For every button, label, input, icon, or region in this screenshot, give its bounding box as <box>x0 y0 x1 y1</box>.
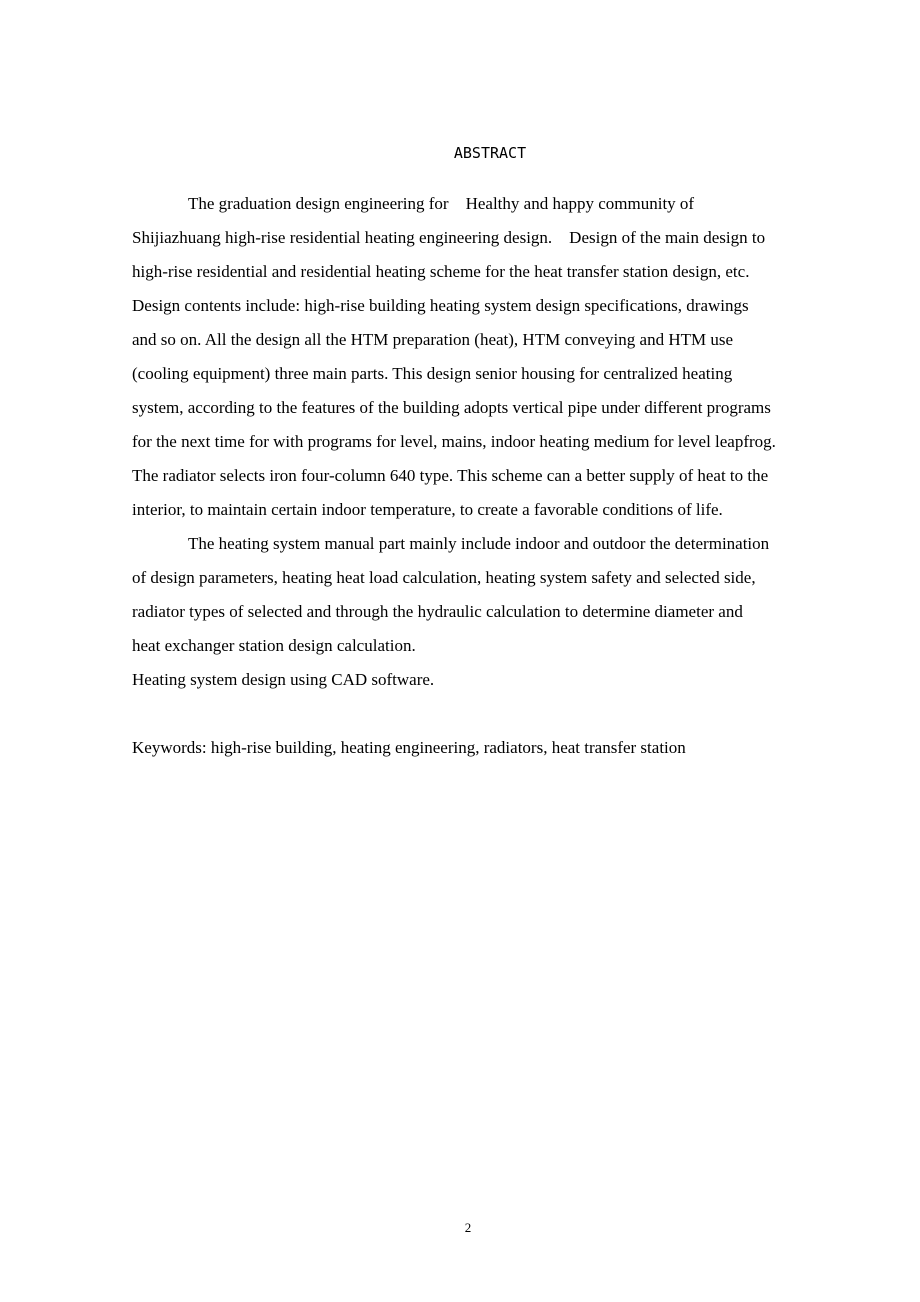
paragraph-line: (cooling equipment) three main parts. This design senior housing for centralized heating <box>132 364 733 383</box>
paragraph-1 <box>132 187 852 527</box>
page-number: 2 <box>464 1220 472 1235</box>
paragraph-line: The heating system manual part mainly include indoor and outdoor the determination <box>188 534 770 553</box>
paragraph-2 <box>132 527 852 663</box>
paragraph-line: and so on. All the design all the HTM preparation (heat), HTM conveying and HTM use <box>132 330 734 349</box>
abstract-body <box>132 187 852 765</box>
paragraph-line: high-rise residential and residential heating scheme for the heat transfer station design, etc. <box>132 262 750 281</box>
paragraph-line: radiator types of selected and through the hydraulic calculation to determine diameter and <box>132 602 743 621</box>
abstract-heading: ABSTRACT <box>453 144 527 162</box>
paragraph-line: for the next time for with programs for level, mains, indoor heating medium for level leapfrog. <box>132 432 776 451</box>
blank-line <box>132 697 852 731</box>
paragraph-line: system, according to the features of the building adopts vertical pipe under different programs <box>132 398 771 417</box>
keywords-line: Keywords: high-rise building, heating engineering, radiators, heat transfer station <box>132 738 686 757</box>
paragraph-line: Design contents include: high-rise building heating system design specifications, drawings <box>132 296 749 315</box>
paragraph-line: interior, to maintain certain indoor temperature, to create a favorable conditions of life. <box>132 500 723 519</box>
paragraph-line: Shijiazhuang high-rise residential heating engineering design. Design of the main design to <box>132 228 766 247</box>
paragraph-line: heat exchanger station design calculation. <box>132 636 416 655</box>
paragraph-line: of design parameters, heating heat load calculation, heating system safety and selected side, <box>132 568 756 587</box>
paragraph-3: Heating system design using CAD software. <box>132 670 435 689</box>
paragraph-line: The radiator selects iron four-column 640 type. This scheme can a better supply of heat to the <box>132 466 769 485</box>
paragraph-line: The graduation design engineering for Healthy and happy community of <box>188 194 695 213</box>
